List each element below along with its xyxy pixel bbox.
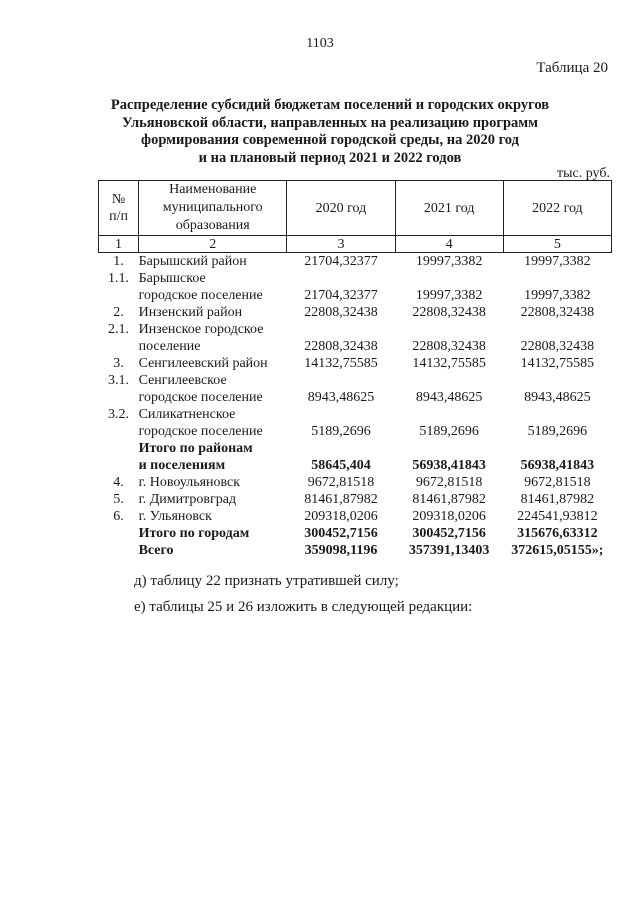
title-line: и на плановый период 2021 и 2022 годов — [198, 149, 462, 166]
row-number: 3.1. — [108, 373, 130, 388]
header-line: № — [111, 192, 126, 207]
value-2022: 19997,3382 — [524, 254, 591, 269]
value-2022: 81461,87982 — [520, 492, 595, 507]
header-line: образования — [175, 218, 250, 233]
name-line: Итого по районам — [138, 441, 253, 456]
table-row — [99, 491, 612, 508]
value-2021: 5189,2696 — [419, 424, 479, 439]
table-row — [99, 525, 612, 542]
value-2020: 81461,87982 — [304, 492, 378, 507]
municipality-name — [139, 270, 287, 304]
row-number: 3.2. — [108, 407, 130, 422]
table-row — [99, 406, 612, 440]
name-line: городское поселение — [138, 288, 263, 303]
value-2020: 9672,81518 — [307, 475, 375, 490]
row-number — [99, 440, 139, 474]
name-line: Барышское — [138, 271, 206, 286]
row-number: 2. — [113, 305, 124, 320]
value-2022: 372615,05155»; — [511, 543, 604, 558]
row-number: 4. — [113, 475, 124, 490]
column-number: 2 — [139, 236, 287, 253]
value-2021: 81461,87982 — [412, 492, 486, 507]
table-label: Таблица 20 — [536, 60, 608, 76]
column-number: 1 — [99, 236, 139, 253]
row-number — [99, 525, 139, 542]
table-row — [99, 253, 612, 271]
column-number: 4 — [395, 236, 503, 253]
value-2022: 9672,81518 — [524, 475, 591, 490]
value-2022: 315676,63312 — [517, 526, 598, 541]
value-2020: 300452,7156 — [304, 526, 378, 541]
value-2020: 359098,1196 — [304, 543, 378, 558]
table-row — [99, 270, 612, 304]
value-2022: 8943,48625 — [524, 390, 591, 405]
header-line: п/п — [109, 209, 128, 224]
value-2020: 14132,75585 — [304, 356, 378, 371]
table-row — [99, 474, 612, 491]
table-row — [99, 542, 612, 559]
table-row — [99, 440, 612, 474]
header-row — [99, 181, 612, 236]
value-2020: 5189,2696 — [311, 424, 371, 439]
value-2021: 19997,3382 — [415, 254, 483, 269]
row-number: 1.1. — [108, 271, 130, 286]
value-2021: 9672,81518 — [415, 475, 483, 490]
value-2022: 22808,32438 — [520, 339, 595, 354]
row-number — [99, 542, 139, 559]
title-line: Ульяновской области, направленных на реализацию программ — [121, 114, 539, 131]
row-number: 6. — [113, 509, 124, 524]
value-2020: 21704,32377 — [304, 288, 378, 303]
municipality-name — [139, 474, 287, 491]
header-line: муниципального — [162, 200, 263, 215]
column-number: 3 — [287, 236, 395, 253]
value-2021: 300452,7156 — [412, 526, 486, 541]
value-2020: 8943,48625 — [307, 390, 375, 405]
municipality-name — [139, 253, 287, 271]
table-row — [99, 355, 612, 372]
municipality-name — [139, 406, 287, 440]
column-number: 5 — [503, 236, 611, 253]
value-2020: 58645,404 — [311, 458, 371, 473]
municipality-name — [139, 525, 287, 542]
name-line: Сенгилеевский район — [138, 356, 268, 371]
row-number: 2.1. — [108, 322, 130, 337]
header-2020: 2020 год — [287, 181, 395, 236]
municipality-name — [139, 355, 287, 372]
note-d: д) таблицу 22 признать утратившей силу; — [134, 573, 399, 589]
value-2020: 209318,0206 — [304, 509, 378, 524]
name-line: городское поселение — [138, 390, 263, 405]
name-line: Инзенский район — [138, 305, 243, 320]
name-line: Инзенское городское — [138, 322, 264, 337]
subsidies-table — [98, 180, 612, 559]
table-title — [100, 97, 560, 167]
value-2022: 56938,41843 — [520, 458, 595, 473]
name-line: Всего — [138, 543, 174, 558]
table-row — [99, 372, 612, 406]
municipality-name — [139, 372, 287, 406]
value-2020: 22808,32438 — [304, 339, 378, 354]
municipality-name — [139, 508, 287, 525]
name-line: г. Димитровград — [138, 492, 237, 507]
value-2021: 14132,75585 — [412, 356, 486, 371]
table-row — [99, 508, 612, 525]
value-2020: 22808,32438 — [304, 305, 378, 320]
municipality-name — [139, 542, 287, 559]
value-2022: 22808,32438 — [520, 305, 595, 320]
value-2022: 5189,2696 — [527, 424, 588, 439]
municipality-name — [139, 440, 287, 474]
name-line: и поселениям — [138, 458, 226, 473]
row-number: 3. — [113, 356, 124, 371]
title-line: формирования современной городской среды, на 2020 год — [141, 132, 519, 148]
value-2021: 209318,0206 — [412, 509, 486, 524]
value-2020: 21704,32377 — [304, 254, 378, 269]
table-row — [99, 304, 612, 321]
municipality-name — [139, 321, 287, 355]
value-2021: 8943,48625 — [415, 390, 483, 405]
header-2021: 2021 год — [395, 181, 503, 236]
municipality-name — [139, 491, 287, 508]
row-number: 1. — [113, 254, 124, 269]
value-2022: 224541,93812 — [517, 509, 598, 524]
name-line: Барышский район — [138, 254, 247, 269]
municipality-name — [139, 304, 287, 321]
name-line: г. Ульяновск — [138, 509, 212, 524]
value-2021: 22808,32438 — [412, 339, 486, 354]
note-e: е) таблицы 25 и 26 изложить в следующей редакции: — [134, 599, 473, 615]
name-line: городское поселение — [138, 424, 263, 439]
header-number — [99, 181, 139, 236]
header-2022: 2022 год — [503, 181, 611, 236]
value-2021: 19997,3382 — [415, 288, 483, 303]
value-2022: 14132,75585 — [520, 356, 595, 371]
name-line: поселение — [138, 339, 201, 354]
name-line: Итого по городам — [138, 526, 250, 541]
value-2022: 19997,3382 — [524, 288, 591, 303]
row-number: 5. — [113, 492, 124, 507]
page-number: 1103 — [306, 36, 334, 51]
name-line: Сенгилеевское — [138, 373, 227, 388]
units-label: тыс. руб. — [557, 166, 610, 181]
table-body — [99, 253, 612, 560]
header-line: Наименование — [169, 182, 257, 197]
name-line: Силикатненское — [138, 407, 236, 422]
title-line: Распределение субсидий бюджетам поселений и городских округов — [110, 97, 550, 113]
value-2021: 56938,41843 — [412, 458, 486, 473]
column-number-row — [99, 236, 612, 253]
value-2021: 357391,13403 — [408, 543, 490, 558]
table-row — [99, 321, 612, 355]
name-line: г. Новоульяновск — [138, 475, 241, 490]
value-2021: 22808,32438 — [412, 305, 486, 320]
header-name — [139, 181, 287, 236]
